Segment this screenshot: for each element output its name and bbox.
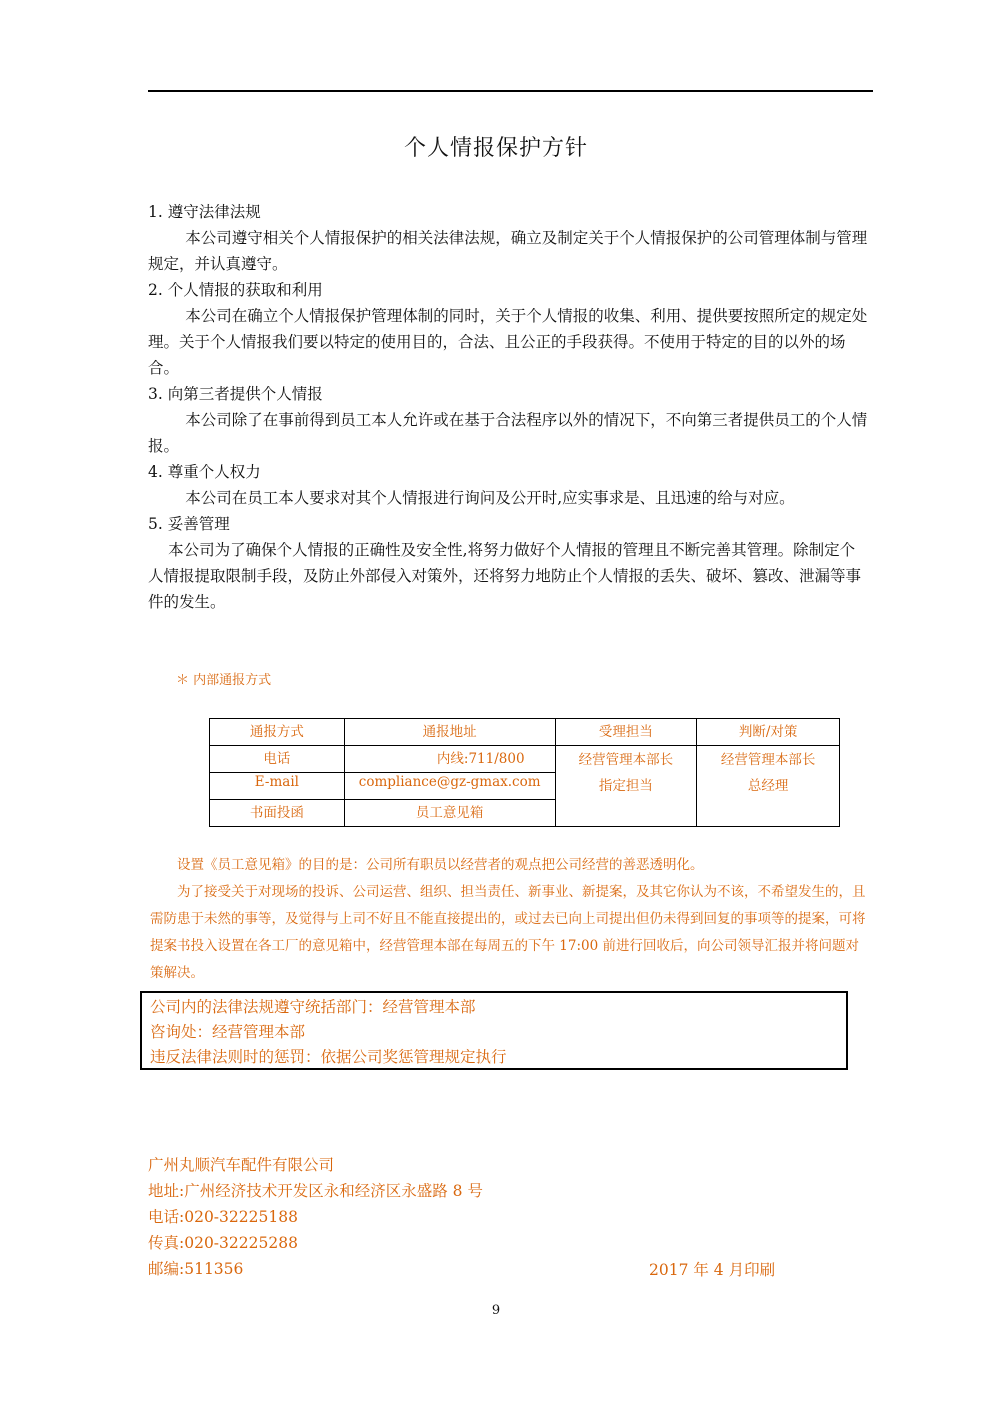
section-paragraph: 本公司除了在事前得到员工本人允许或在基于合法程序以外的情况下，不向第三者提供员工的个人情报。 bbox=[148, 411, 868, 455]
suggestion-purpose: 设置《员工意见箱》的目的是：公司所有职员以经营者的观点把公司经营的善恶透明化。 bbox=[177, 857, 704, 873]
table-header-cell: 通报方式 bbox=[210, 719, 345, 746]
table-header-row bbox=[210, 719, 840, 746]
section-heading: 5. 妥善管理 bbox=[148, 515, 230, 533]
internal-report-note: ＊ 内部通报方式 bbox=[176, 673, 272, 688]
table-header-cell: 判断/对策 bbox=[697, 719, 840, 746]
decision-line: 总经理 bbox=[747, 778, 789, 794]
section-paragraph: 本公司遵守相关个人情报保护的相关法律法规，确立及制定关于个人情报保护的公司管理体制与管理规定，并认真遵守。 bbox=[148, 229, 868, 273]
company-fax: 传真:020-32225288 bbox=[148, 1234, 298, 1252]
suggestion-box-text bbox=[150, 852, 872, 987]
page-number: 9 bbox=[491, 1303, 501, 1318]
company-address: 地址:广州经济技术开发区永和经济区永盛路 8 号 bbox=[148, 1182, 483, 1200]
compliance-line: 咨询处：经营管理本部 bbox=[150, 1023, 306, 1041]
suggestion-details: 为了接受关于对现场的投诉、公司运营、组织、担当责任、新事业、新提案，及其它你认为不该，不希望发生的，且需防患于未然的事等，及觉得与上司不好且不能直接提出的，或过去已向上司提出但仍未得到回复的事项等的提案，可将提案书投入设置在各工厂的意见箱中，经营管理本部在每周五的下午 17:00 前进行回收后，向公司领导汇报并将问题对策解决。 bbox=[150, 884, 866, 981]
print-date: 2017 年 4 月印刷 bbox=[649, 1261, 776, 1279]
table-cell: 电话 bbox=[210, 746, 345, 773]
receiver-cell bbox=[555, 746, 697, 827]
section-heading: 3. 向第三者提供个人情报 bbox=[148, 385, 323, 403]
company-postcode: 邮编:511356 bbox=[148, 1260, 244, 1278]
receiver-line: 经营管理本部长 bbox=[578, 752, 674, 768]
policy-body bbox=[148, 199, 870, 615]
section-paragraph: 本公司在员工本人要求对其个人情报进行询问及公开时,应实事求是、且迅速的给与对应。 bbox=[185, 489, 795, 507]
table-cell: E-mail bbox=[210, 773, 345, 800]
section-heading: 2. 个人情报的获取和利用 bbox=[148, 281, 323, 299]
section-paragraph: 本公司为了确保个人情报的正确性及安全性,将努力做好个人情报的管理且不断完善其管理。除制定个人情报提取限制手段，及防止外部侵入对策外，还将努力地防止个人情报的丢失、破坏、篡改、泄漏等事件的发生。 bbox=[148, 541, 862, 611]
decision-line: 经营管理本部长 bbox=[720, 752, 816, 768]
compliance-line: 公司内的法律法规遵守统括部门：经营管理本部 bbox=[150, 998, 476, 1016]
table-cell: compliance@gz-gmax.com bbox=[344, 773, 555, 800]
report-method-table bbox=[209, 718, 840, 827]
compliance-box bbox=[140, 991, 848, 1070]
company-name: 广州丸顺汽车配件有限公司 bbox=[148, 1156, 335, 1174]
table-header-cell: 受理担当 bbox=[555, 719, 697, 746]
receiver-line: 指定担当 bbox=[598, 778, 653, 794]
table-row bbox=[210, 746, 840, 773]
decision-cell bbox=[697, 746, 840, 827]
header-rule bbox=[148, 90, 873, 92]
compliance-line: 违反法律法则时的惩罚：依据公司奖惩管理规定执行 bbox=[150, 1048, 507, 1066]
page-title: 个人情报保护方针 bbox=[403, 136, 588, 161]
section-heading: 1. 遵守法律法规 bbox=[148, 203, 261, 221]
table-header-cell: 通报地址 bbox=[344, 719, 555, 746]
table-cell: 内线:711/800 bbox=[344, 746, 555, 773]
section-paragraph: 本公司在确立个人情报保护管理体制的同时，关于个人情报的收集、利用、提供要按照所定的规定处理。关于个人情报我们要以特定的使用目的，合法、且公正的手段获得。不使用于特定的目的以外的场合。 bbox=[148, 307, 868, 377]
company-phone: 电话:020-32225188 bbox=[148, 1208, 298, 1226]
table-cell: 书面投函 bbox=[210, 800, 345, 827]
table-cell: 员工意见箱 bbox=[344, 800, 555, 827]
section-heading: 4. 尊重个人权力 bbox=[148, 463, 261, 481]
